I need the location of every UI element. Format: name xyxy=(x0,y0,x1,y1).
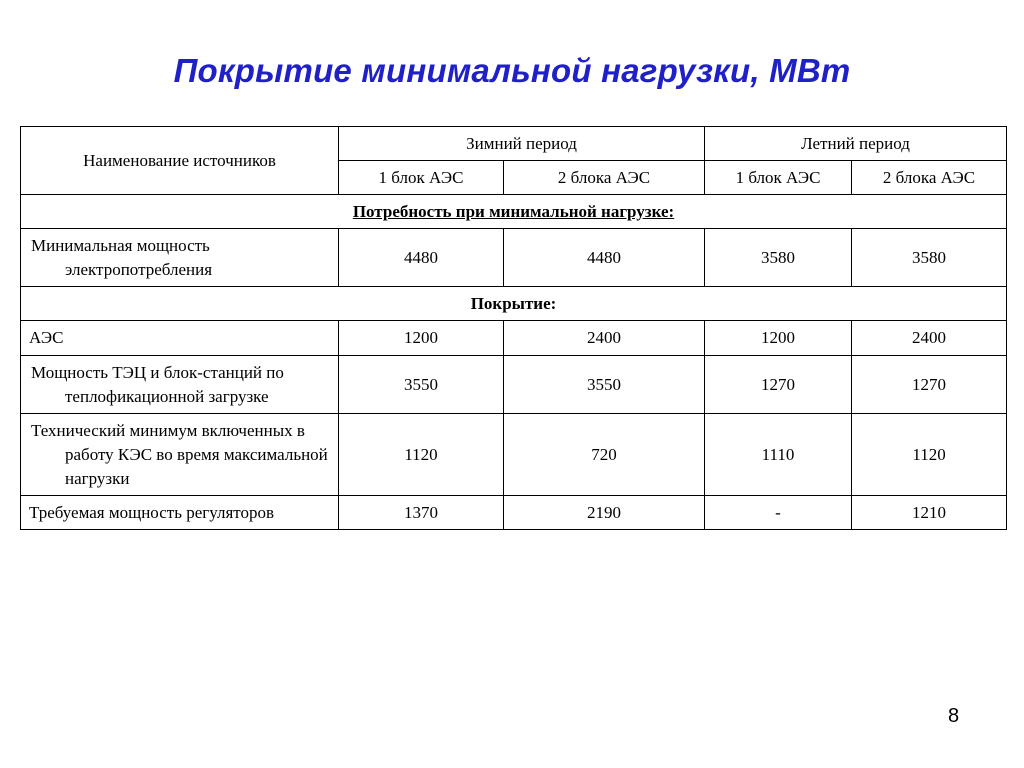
cell-value: 1200 xyxy=(339,321,504,356)
cell-value: 4480 xyxy=(339,229,504,287)
cell-value: 3550 xyxy=(504,356,705,414)
row-label: Минимальная мощность электропотребления xyxy=(21,229,339,287)
table-row xyxy=(21,414,1007,496)
cell-value: 1110 xyxy=(705,414,852,496)
header-winter-1block: 1 блок АЭС xyxy=(339,161,504,195)
row-label: Технический минимум включенных в работу КЭС во время максимальной нагрузки xyxy=(21,414,339,496)
cell-value: 1120 xyxy=(339,414,504,496)
cell-value: 1210 xyxy=(852,496,1007,530)
section-demand-label: Потребность при минимальной нагрузке: xyxy=(352,201,675,221)
table-row xyxy=(21,496,1007,530)
header-summer-1block: 1 блок АЭС xyxy=(705,161,852,195)
cell-value: 4480 xyxy=(504,229,705,287)
page-number: 8 xyxy=(948,705,960,727)
header-source: Наименование источников xyxy=(21,127,339,195)
table-row xyxy=(21,321,1007,356)
cell-value: 720 xyxy=(504,414,705,496)
cell-value: - xyxy=(705,496,852,530)
header-row-periods xyxy=(21,127,1007,161)
min-load-table xyxy=(20,126,1007,530)
header-summer: Летний период xyxy=(705,127,1007,161)
section-row-demand xyxy=(21,195,1007,229)
cell-value: 3550 xyxy=(339,356,504,414)
header-summer-2blocks: 2 блока АЭС xyxy=(852,161,1007,195)
cell-value: 3580 xyxy=(705,229,852,287)
cell-value: 1270 xyxy=(705,356,852,414)
header-winter-2blocks: 2 блока АЭС xyxy=(504,161,705,195)
cell-value: 1370 xyxy=(339,496,504,530)
cell-value: 2400 xyxy=(852,321,1007,356)
table-row xyxy=(21,229,1007,287)
cell-value: 1270 xyxy=(852,356,1007,414)
cell-value: 2190 xyxy=(504,496,705,530)
section-coverage-label: Покрытие: xyxy=(21,287,1007,321)
cell-value: 3580 xyxy=(852,229,1007,287)
row-label: Требуемая мощность регуляторов xyxy=(21,496,339,530)
row-label: АЭС xyxy=(21,321,339,356)
slide-title: Покрытие минимальной нагрузки, МВт xyxy=(173,52,851,89)
row-label: Мощность ТЭЦ и блок-станций по теплофикационной загрузке xyxy=(21,356,339,414)
section-row-coverage xyxy=(21,287,1007,321)
cell-value: 2400 xyxy=(504,321,705,356)
cell-value: 1200 xyxy=(705,321,852,356)
cell-value: 1120 xyxy=(852,414,1007,496)
table-row xyxy=(21,356,1007,414)
header-winter: Зимний период xyxy=(339,127,705,161)
